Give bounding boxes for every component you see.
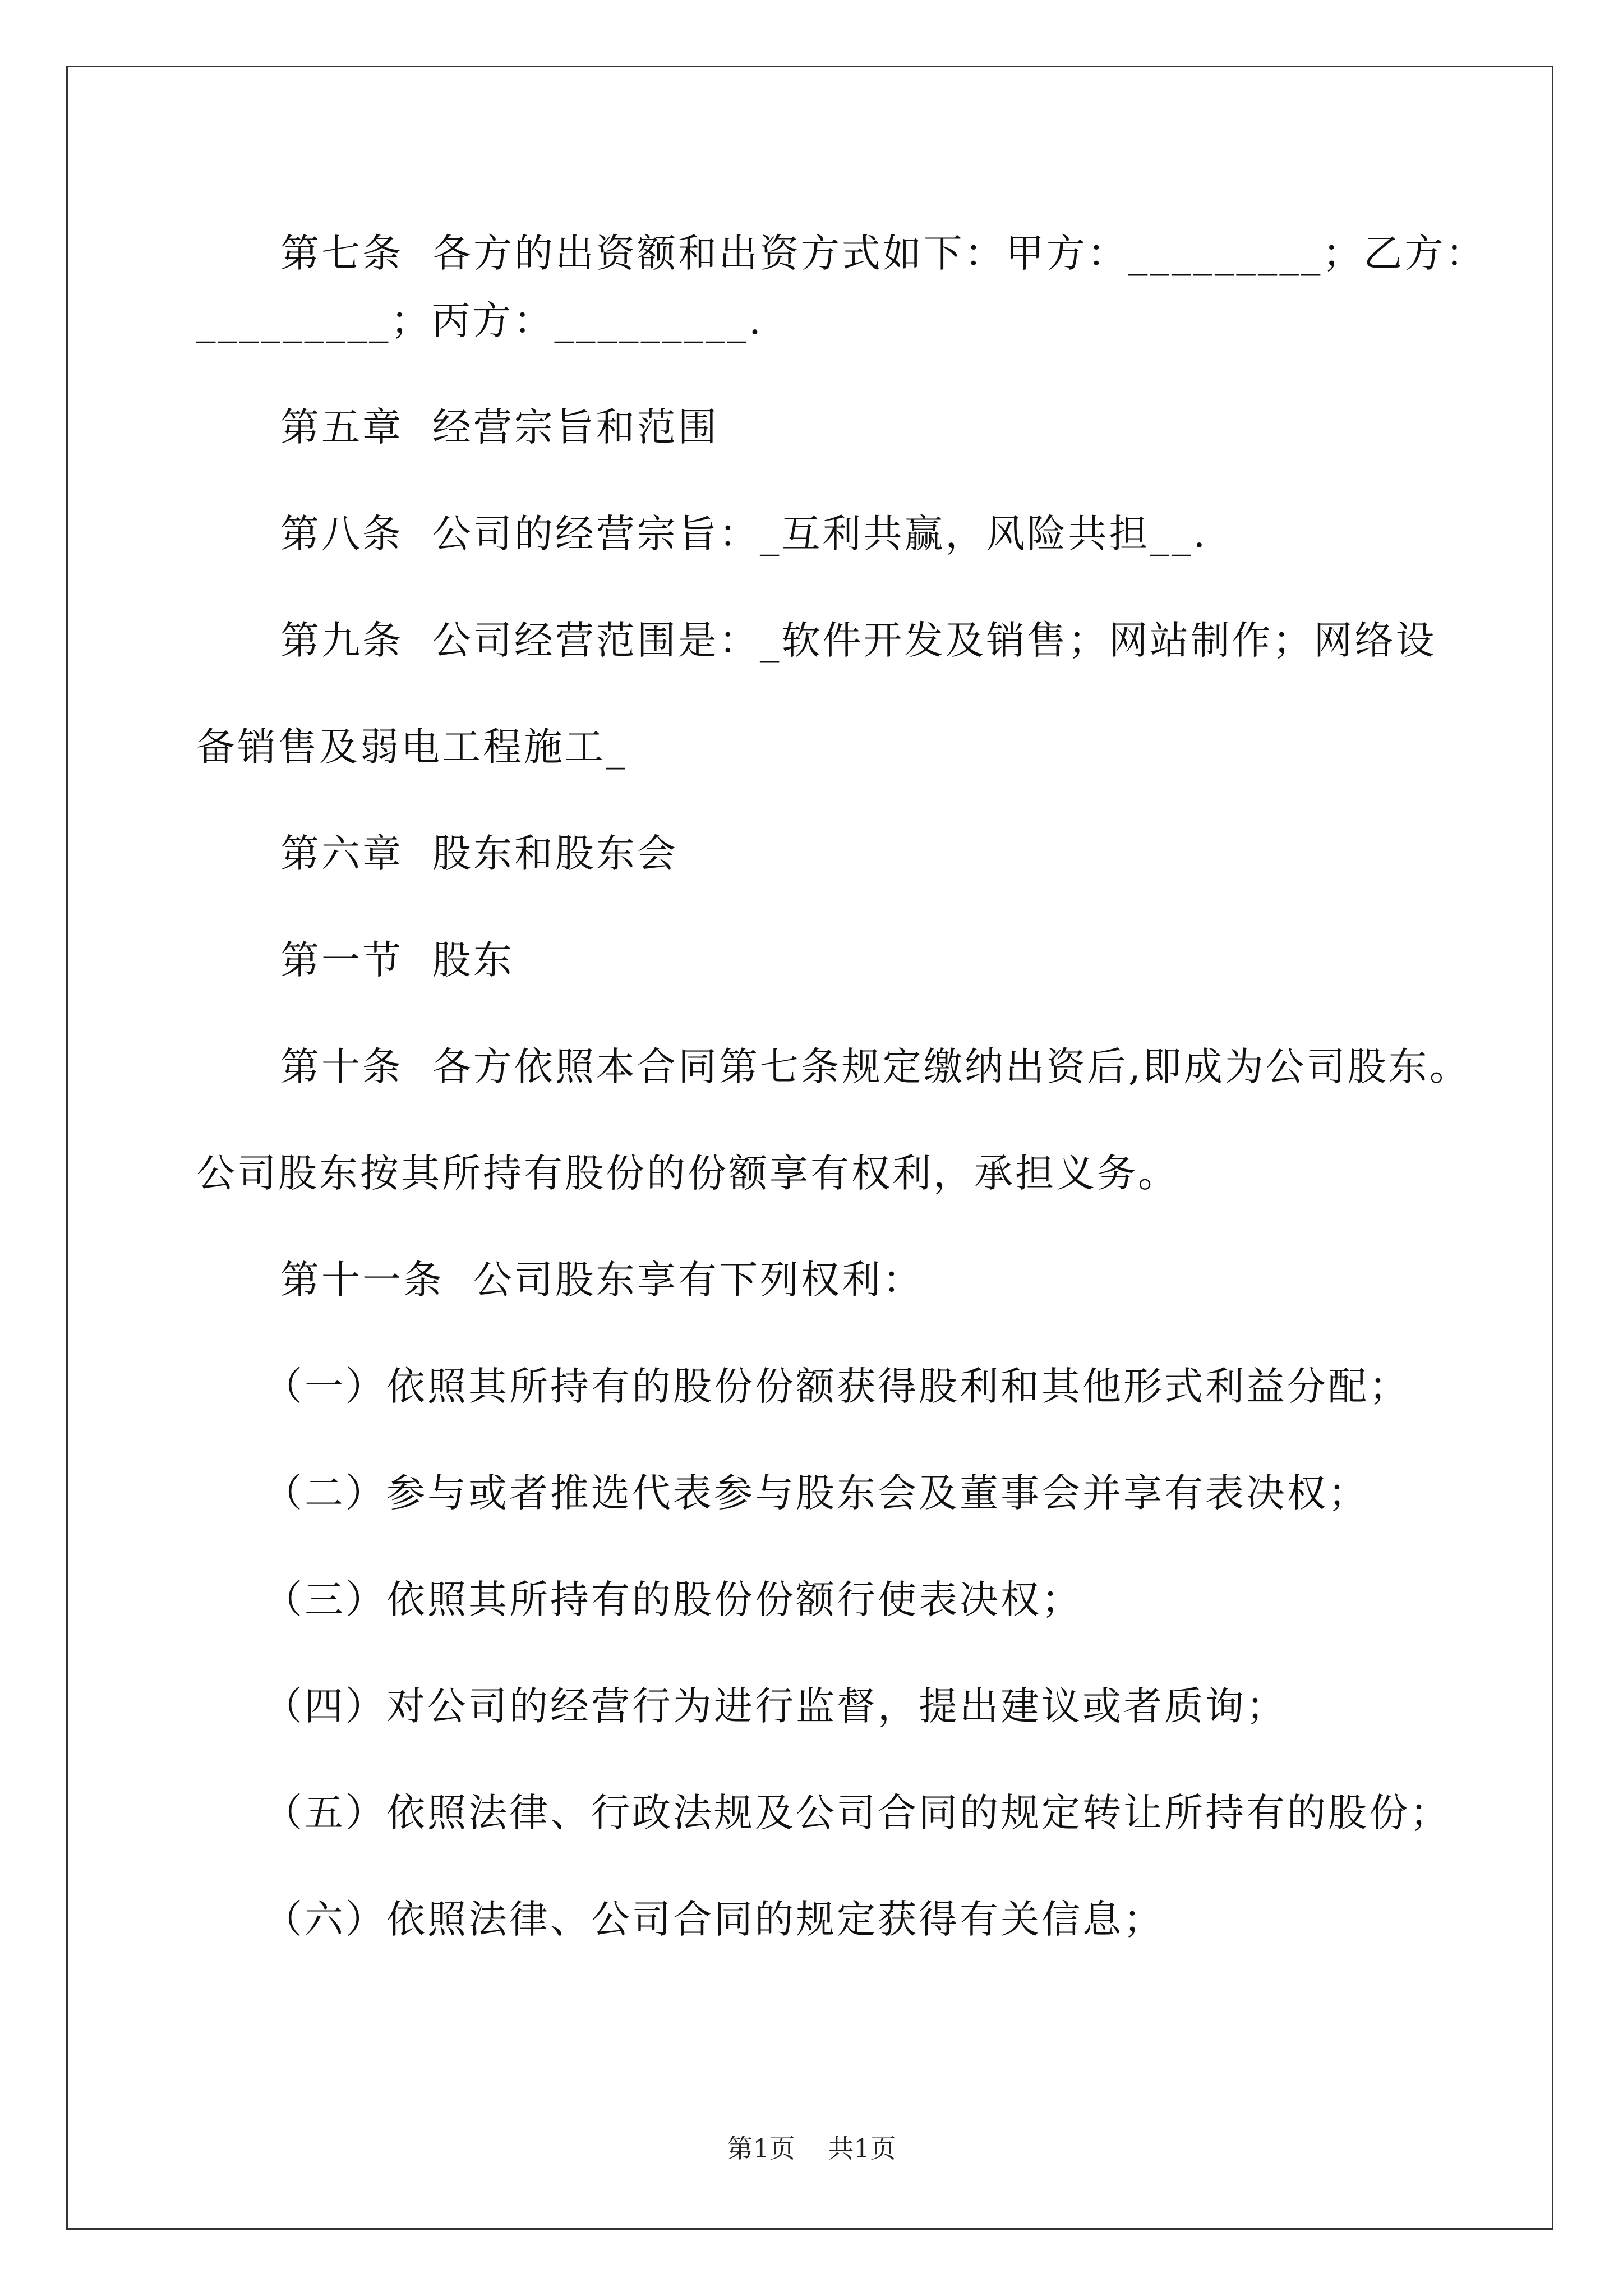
article-7-line-1: 第七条 各方的出资额和出资方式如下：甲方：_________；乙方： — [280, 231, 1487, 276]
article-9-line-1: 第九条 公司经营范围是：_软件开发及销售；网站制作；网络设 — [280, 618, 1437, 663]
chapter-6-heading: 第六章 股东和股东会 — [280, 831, 678, 876]
section-1-heading: 第一节 股东 — [280, 938, 514, 983]
article-11-heading: 第十一条 公司股东享有下列权利： — [280, 1258, 924, 1303]
article-10-line-2: 公司股东按其所持有股份的份额享有权利，承担义务。 — [196, 1151, 1179, 1196]
right-item-5: （五）依照法律、行政法规及公司合同的规定转让所持有的股份； — [264, 1791, 1451, 1835]
article-9-line-2: 备销售及弱电工程施工_ — [196, 725, 628, 770]
article-8: 第八条 公司的经营宗旨：_互利共赢，风险共担__. — [280, 512, 1208, 556]
right-item-4: （四）对公司的经营行为进行监督，提出建议或者质询； — [264, 1684, 1287, 1729]
right-item-1: （一）依照其所持有的股份份额获得股利和其他形式利益分配； — [264, 1364, 1410, 1409]
article-10-line-1: 第十条 各方依照本合同第七条规定缴纳出资后,即成为公司股东。 — [280, 1045, 1470, 1089]
page-footer: 第1页 共1页 — [727, 2133, 896, 2164]
right-item-6: （六）依照法律、公司合同的规定获得有关信息； — [264, 1897, 1164, 1942]
right-item-3: （三）依照其所持有的股份份额行使表决权； — [264, 1577, 1082, 1622]
right-item-2: （二）参与或者推选代表参与股东会及董事会并享有表决权； — [264, 1471, 1369, 1516]
chapter-5-heading: 第五章 经营宗旨和范围 — [280, 405, 719, 450]
article-7-line-2: _________；丙方：_________. — [196, 298, 763, 343]
